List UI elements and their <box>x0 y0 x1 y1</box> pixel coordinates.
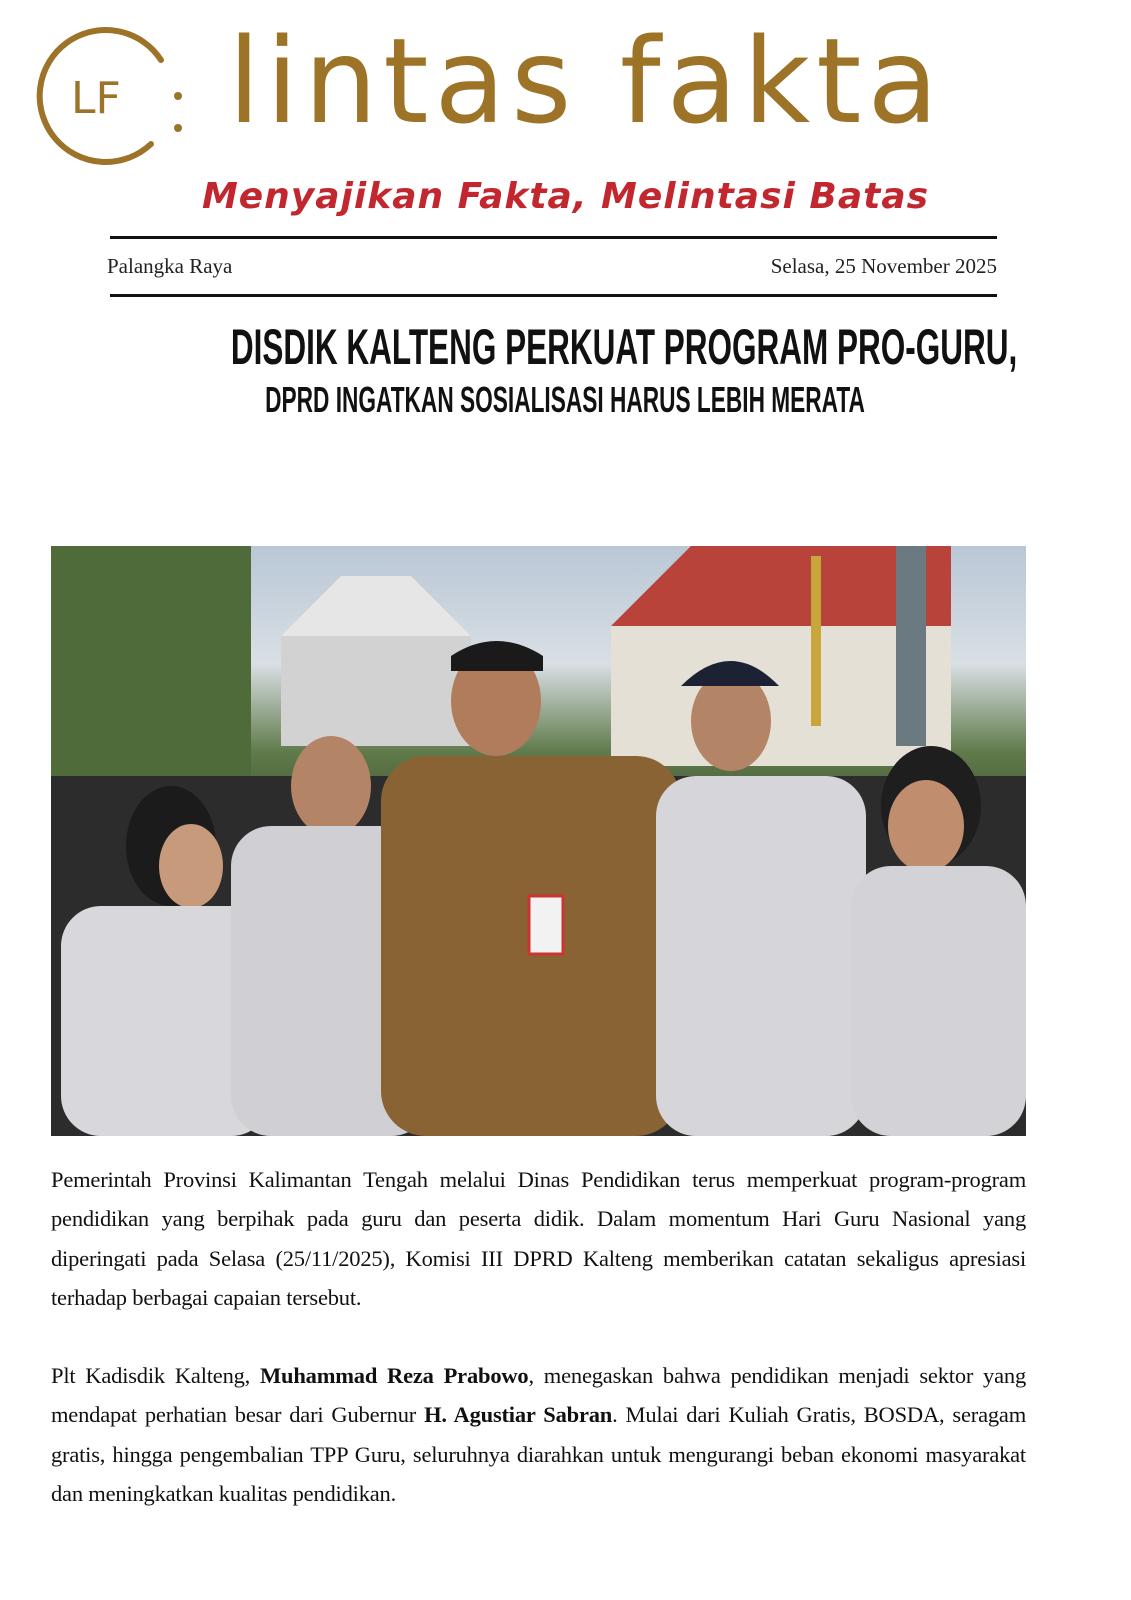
divider-bottom <box>110 294 997 297</box>
logo-mark <box>33 18 183 168</box>
logo-initials: LF <box>71 73 121 124</box>
person-name-reza: Muhammad Reza Prabowo <box>260 1363 529 1388</box>
paragraph-2-text-a: Plt Kadisdik Kalteng, <box>51 1363 260 1388</box>
article-photo <box>51 546 1026 1136</box>
article-paragraph-1: Pemerintah Provinsi Kalimantan Tengah melalui Dinas Pendidikan terus memperkuat program-program pendidikan yang berpihak pada guru dan peserta didik. Dalam momentum Hari Guru Nasional yang diperingati pada Selasa (25/11/2025), Komisi III DPRD Kalteng memberikan catatan sekaligus apresiasi terhadap berbagai capaian tersebut. <box>51 1167 1026 1310</box>
masthead-tagline: Menyajikan Fakta, Melintasi Batas <box>201 176 930 217</box>
photo-illustration <box>51 546 1026 1136</box>
masthead-name: lintas fakta <box>228 12 945 150</box>
dateline-date: Selasa, 25 November 2025 <box>770 254 997 278</box>
article-paragraph-2 <box>51 1356 1026 1513</box>
divider-top <box>110 236 997 239</box>
headline-line2-wrap <box>0 379 1131 421</box>
person-name-agustiar: H. Agustiar Sabran <box>424 1402 613 1428</box>
headline-line1: DISDIK KALTENG PERKUAT PROGRAM PRO-GURU, <box>230 319 1018 375</box>
paragraph-2-text-c: . Mulai dari Kuliah Gratis, BOSDA, seragam gratis, hingga pengembalian TPP Guru, seluruhnya diarahkan untuk mengurangi beban ekonomi masyarakat dan meningkatkan kualitas pendidikan. <box>51 1402 1026 1506</box>
headline-line1-wrap <box>0 318 1131 376</box>
headline-line2: DPRD INGATKAN SOSIALISASI HARUS LEBIH MERATA <box>265 379 866 420</box>
paragraph-2-text-b: , menegaskan bahwa pendidikan menjadi sektor yang mendapat perhatian besar dari Gubernur <box>51 1363 1026 1428</box>
dateline-location: Palangka Raya <box>107 254 233 278</box>
